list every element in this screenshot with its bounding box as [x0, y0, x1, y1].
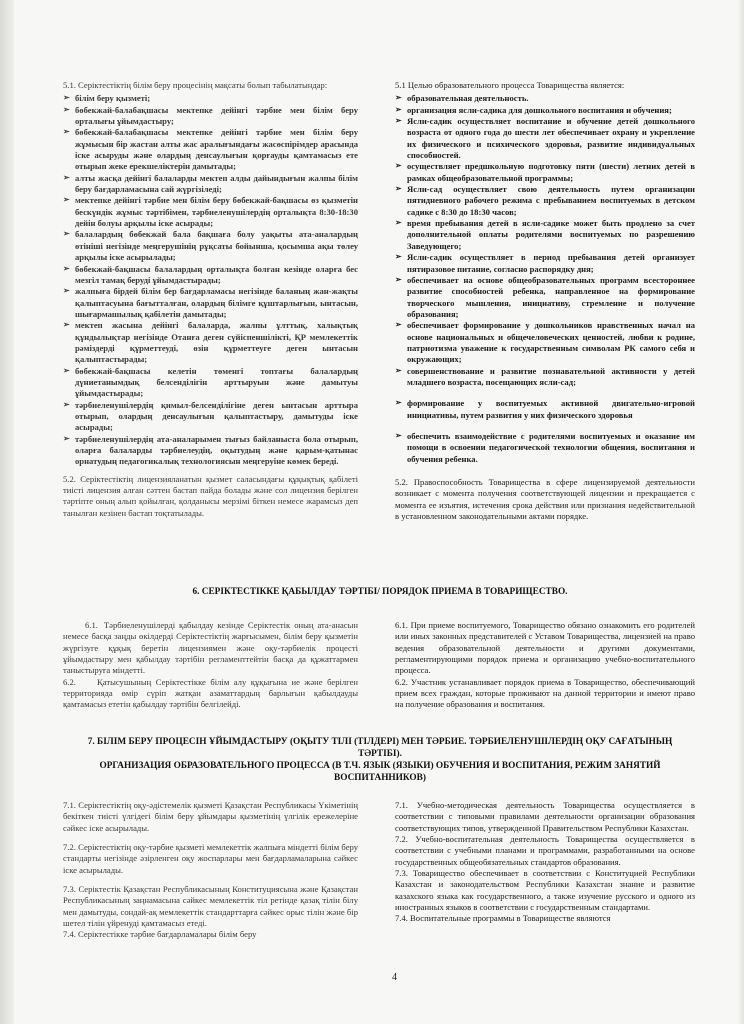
list-item: ➢ мектеп жасына дейінгі балаларда, жалпы ұлттық, халықтық құндылықтар негізінде Отанға деген сүйіспеншілікті, ҚР мемлекеттік рәміздерді құрметтеуді, өзін құрметтеуге деген ынтасын қалыптастырады;	[63, 320, 358, 365]
page-number: 4	[392, 972, 397, 983]
s5-kz-52: 5.2. Серіктестіктің лицензияланатын қызмет саласындағы құқықтық қабілеті тиісті лицензия алған сәттен бастап пайда болады және сол лицензия берілген тәртіпте оның алып қойылған, қолданысы мерзімі біткен немесе жарамсыз деп танылған кезінен бастап тоқтатылады.	[63, 473, 358, 518]
section7-heading-ru: ОРГАНИЗАЦИЯ ОБРАЗОВАТЕЛЬНОГО ПРОЦЕССА (В Т.Ч. ЯЗЫК (ЯЗЫКИ) ОБУЧЕНИЯ И ВОСПИТАНИЯ, РЕЖИМ ЗАНЯТИЙ ВОСПИТАННИКОВ)	[99, 761, 661, 784]
list-item: ➢ бөбекжай-бақшасы балалардың орталықта болған кезінде оларға бес мезгіл тамақ беруді ұйымдастырады;	[63, 264, 358, 287]
scan-edge-right	[738, 0, 744, 1024]
section7-heading-kz: 7. БІЛІМ БЕРУ ПРОЦЕСІН ҰЙЫМДАСТЫРУ (ОҚЫТУ ТІЛІ (ТІЛДЕРІ) МЕН ТӘРБИЕ. ТӘРБИЕЛЕНУШІЛЕРДІҢ ОҚУ САҒАТЫНЫҢ ТӘРТІБІ).	[87, 737, 673, 760]
s6-kz-n2: 6.2.	[63, 676, 76, 687]
list-item: ➢ балалардың бөбекжай бала бақшаға болу уақыты ата-аналардың өтініші негізінде меңгерушінің рұқсаты бойынша, қосымша ақы төлеу арқылы іске асырылады;	[63, 229, 358, 263]
s6-kz-p1: 6.1. Тәрбиеленушілерді қабылдау кезінде Серіктестік оның ата-анасын немесе басқа заңды өкілдерді Серіктестіктің жарғысымен, білім беру қызметін жүргізуге құқық беретін лицензиямен және оқу-тәрбиелік процесті ұйымдастыру мен қабылдау тәртібін регламенттейтін басқа да құжаттармен таныстыруға міндетті.	[63, 620, 358, 676]
section5-ru-column	[395, 80, 695, 522]
list-item: ➢ обеспечивает формирование у дошкольников нравственных начал на основе национальных и общечеловеческих ценностей, любви к родине, патриотизма уважение к государственным символам РК самого себя и окружающих;	[395, 320, 695, 365]
section6-ru-column	[395, 620, 695, 711]
section7-heading	[80, 736, 680, 784]
s7-kz-73: 7.3. Серіктестік Қазақстан Республикасының Конституциясына және Қазақстан Республикасының заңнамасына сәйкес мемлекеттік тіл ретінде қазақ тілін білу мен дамытуды, сондай-ақ мемлекеттік стандарттарға сәйкес орыс тілін және бір шетел тілін үйренуді қамтамасыз етеді.	[63, 884, 358, 929]
s5-kz-intro: 5.1. Серіктестіктің білім беру процесінің мақсаты болып табылатындар:	[63, 80, 328, 90]
section7-kz-column	[63, 800, 358, 941]
list-item: ➢ жалпыға бірдей білім бер бағдарламасы негізінде баланың жан-жақты қалыптасуына бағытталған, олардың білімге құштарлығын, ынтасын, шығармашылық қабілетін дамытады;	[63, 286, 358, 320]
section5-kz-column	[63, 80, 358, 519]
s5-kz-list	[63, 93, 358, 467]
list-item: ➢ совершенствование и развитие познавательной активности у детей младшего возраста, посещающих ясли-сад;	[395, 366, 695, 389]
s7-ru-73: 7.3. Товарищество обеспечивает в соответствии с Конституцией Республики Казахстан и законодательством Республики Казахстан знание и развитие казахского языка как государственного, а также изучение русского и одного из иностранных языков в соответствии с государственным стандартами.	[395, 868, 695, 913]
list-item: ➢ Ясли-садик осуществляет воспитание и обучение детей дошкольного возраста от одного года до шести лет обеспечивает охрану и укрепление их физического и психического здоровья, развитие индивидуальных способностей.	[395, 116, 695, 161]
list-item: ➢ бөбекжай-балабақшасы мектепке дейінгі тәрбие мен білім беру орталығы ұйымдастыру;	[63, 105, 358, 128]
list-item: ➢ осуществляет предшкольную подготовку пяти (шести) летних детей в рамках общеобразовательной программы;	[395, 161, 695, 184]
list-item: ➢ формирование у воспитуемых активной двигательно-игровой инициативы, путем развития у них физического здоровья	[395, 398, 695, 421]
list-item: ➢ бөбекжай-балабақшасы мектепке дейінгі тәрбие мен білім беру жұмысын бір жастан алты жас аралығындағы жасөспірімдер арасында іске асыруды және олардың денсаулығын қорғауды қамтамасыз ете отырып жеке ерекшеліктерін дамытады;	[63, 127, 358, 172]
list-item: ➢ Ясли-сад осуществляет свою деятельность путем организации пятидневного рабочего режима с пребыванием воспитуемых в детском садике с 8:30 до 18:30 часов;	[395, 184, 695, 218]
s6-ru-p2: 6.2. Участник устанавливает порядок приема в Товарищество, обеспечивающий прием всех граждан, которые проживают на данной территории и имеют право на получение образования и воспитания.	[395, 676, 695, 710]
s7-kz-74: 7.4. Серіктестікке тәрбие бағдарламалары білім беру	[63, 929, 257, 940]
list-item: ➢ время пребывания детей в ясли-садике может быть продлено за счет дополнительной оплаты родителями воспитуемых по разрешению Заведующего;	[395, 218, 695, 252]
s7-kz-72: 7.2. Серіктестіктің оқу-тәрбие қызметі мемлекеттік жалпыға міндетті білім беру стандарты негізінде әзірленген оқу жоспарлары мен бағдарламаларына сәйкес іске асырылады.	[63, 842, 358, 875]
list-item: ➢ организация ясли-садика для дошкольного воспитания и обучения;	[395, 105, 695, 116]
s6-kz-p2: 6.2. Қатысушының Серіктестікке білім алу құқығына ие және берілген территорияда өмір сүріп жатқан азаматтардың барлығын қабылдауды қамтамасыз ететін қабылдау тәртібін белгілейді.	[63, 676, 358, 710]
list-item: ➢ обеспечивает на основе общеобразовательных программ всестороннее развитие способностей ребенка, направленное на формирование творческого мышления, инициативу, стремление и получение образования;	[395, 275, 695, 320]
section6-kz-column	[63, 620, 358, 711]
s5-ru-intro: 5.1 Целью образовательного процесса Товарищества является:	[395, 80, 625, 90]
list-item: ➢ тәрбиеленушілердің қимыл-белсенділігіне деген ынтасын арттыра отырып, олардың денсаулығын қалыптастыру, дамытуды іске асырады;	[63, 400, 358, 434]
list-item: ➢ обеспечить взаимодействие с родителями воспитуемых и оказание им помощи в освоении педагогической технологии общения, воспитания и обучения ребенка.	[395, 431, 695, 465]
s7-ru-74: 7.4. Воспитательные программы в Товариществе являются	[395, 913, 611, 924]
list-item: ➢ мектепке дейінгі тәрбие мен білім беру бөбекжай-бақшасы өз қызметін бескүндік жұмыс тәртібімен, тәрбиеленушілердің орталықта 8:30-18:30 дейін болуы арқылы іске асырады;	[63, 195, 358, 229]
list-item: ➢ образовательная деятельность.	[395, 93, 695, 104]
s7-ru-71: 7.1. Учебно-методическая деятельность Товарищества осуществляется в соответствии с типовыми правилами деятельности организации образования соответствующих типов, утвержденной Правительством Республики Казахстан.	[395, 800, 695, 833]
section7-ru-column	[395, 800, 695, 925]
section6-heading: 6. СЕРІКТЕСТІККЕ ҚАБЫЛДАУ ТӘРТІБІ/ ПОРЯДОК ПРИЕМА В ТОВАРИЩЕСТВО.	[192, 587, 568, 597]
s5-ru-list	[395, 93, 695, 465]
list-item: ➢ білім беру қызметі;	[63, 93, 358, 104]
list-item: ➢ тәрбиеленушілердің ата-аналарымен тығыз байланыста бола отырып, оларға балаларды тәрбиелеудің, оқытудың және қарым-қатынас орнатудың педагогикалық технологиясын меңгеруіне көмек береді.	[63, 434, 358, 468]
scan-edge-left	[0, 0, 14, 1024]
s7-kz-71: 7.1. Серіктестіктің оқу-әдістемелік қызметі Қазақстан Республикасы Үкіметінің бекіткен тиісті үлгідегі білім беру ұйымдары қызметінің үлгілік ережелеріне сәйкес іске асырылады.	[63, 800, 358, 833]
list-item: ➢ бөбекжай-бақшасы келетін төменгі топтағы балалардың дүниетанымдық белсенділігін арттыруын және дамытуы ұйымдастырады;	[63, 366, 358, 400]
s7-ru-72: 7.2. Учебно-воспитательная деятельность Товарищества осуществляется в соответствии с учебными планами и программами, разработанными на основе государственных общеобязательных стандартов образования.	[395, 834, 695, 867]
s6-ru-p1: 6.1. При приеме воспитуемого, Товарищество обязано ознакомить его родителей или иных законных представителей с Уставом Товарищества, лицензией на право ведения образовательной деятельности и другими документами, регламентирующими порядок приема и организацию учебно-воспитательного процесса.	[395, 620, 695, 676]
list-item: ➢ Ясли-садик осуществляет в период пребывания детей организует пятиразовое питание, согласно распорядку дня;	[395, 252, 695, 275]
list-item: ➢ алты жасқа дейінгі балаларды мектеп алды дайындығын жалпы білім беру бағдарламасына сай жүргізіледі;	[63, 173, 358, 196]
s5-ru-52: 5.2. Правоспособность Товарищества в сфере лицензируемой деятельности возникает с момента получения соответствующей лицензии и прекращается с момента ее изъятия, истечения срока действия или признания недействительной в установленном законодательными актами порядке.	[395, 477, 695, 522]
s6-kz-n1: 6.1.	[85, 620, 98, 630]
